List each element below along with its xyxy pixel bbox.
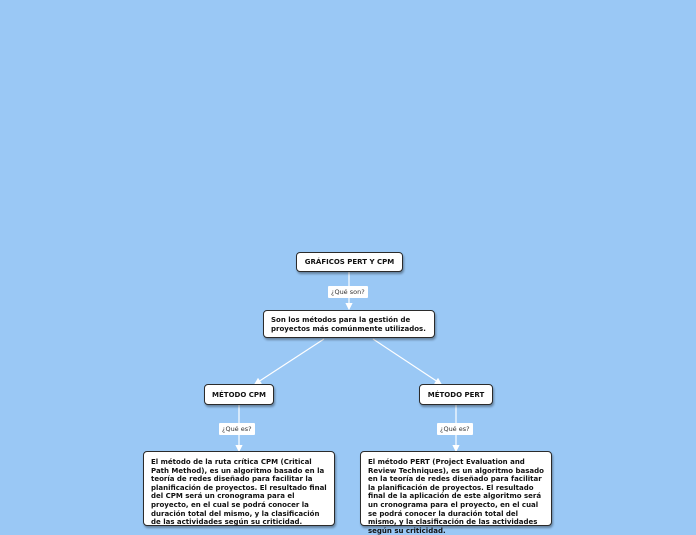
pert-description-node[interactable] — [360, 451, 552, 535]
pert-description-text: El método PERT (Project Evaluation and Review Techniques), es un algoritmo basado en la teoría de redes diseñado para facilitar la planificación de proyectos. El resultado final de la aplicación de este algoritmo será un cronograma para el proyecto, en el cual se podrá conocer la duración total del mismo, y la clasificación de las actividades según su criticidad. — [368, 458, 544, 535]
cpm-node[interactable] — [204, 384, 274, 405]
cpm-description-node[interactable] — [143, 451, 335, 526]
definition-text: Son los métodos para la gestión de proyectos más comúnmente utilizados. — [271, 316, 426, 333]
link-label-que-son: ¿Qué son? — [328, 286, 368, 298]
link-definition-cpm — [255, 339, 324, 384]
link-label-que-es-pert: ¿Qué es? — [437, 423, 473, 435]
root-node[interactable] — [296, 252, 403, 272]
pert-title: MÉTODO PERT — [427, 390, 485, 399]
link-label-que-es-cpm: ¿Qué es? — [219, 423, 255, 435]
link-definition-pert — [373, 339, 441, 384]
root-title: GRÁFICOS PERT Y CPM — [304, 258, 395, 266]
pert-node[interactable] — [419, 384, 493, 405]
definition-node[interactable] — [263, 310, 435, 338]
cpm-description-text: El método de la ruta crítica CPM (Critical Path Method), es un algoritmo basado en la teoría de redes diseñado para facilitar la planificación de proyectos. El resultado final del CPM será un cronograma para el proyecto, en el cual se podrá conocer la duración total del mismo, y la clasificación de las actividades según su criticidad. — [151, 458, 327, 527]
cpm-title: MÉTODO CPM — [212, 390, 266, 399]
